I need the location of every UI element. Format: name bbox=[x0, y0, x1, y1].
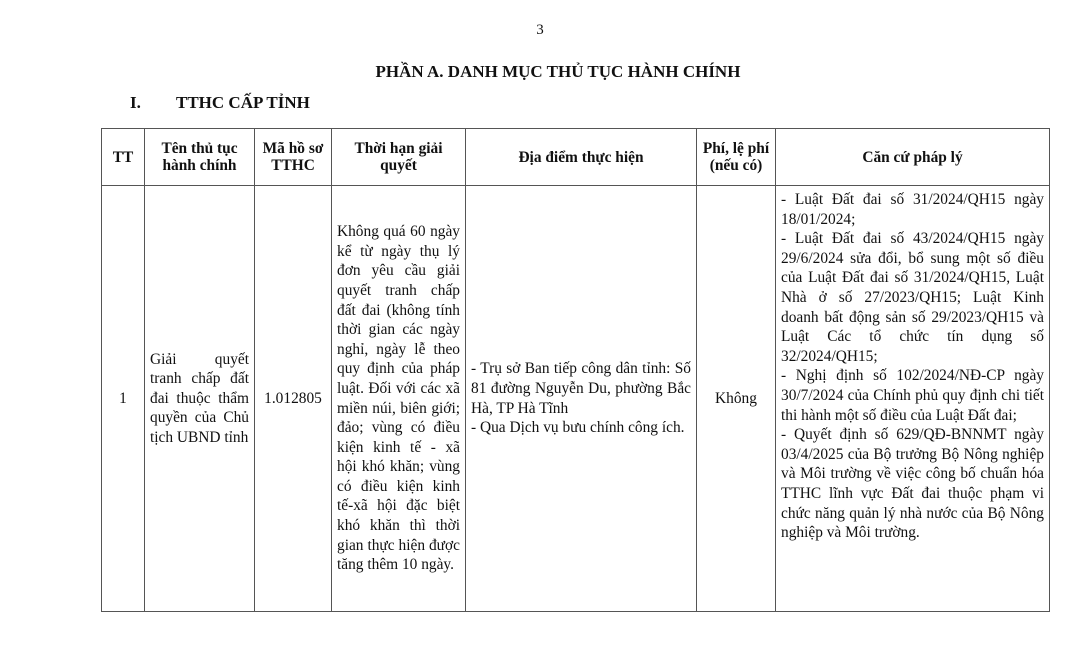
cell-procedure-code: 1.012805 bbox=[255, 186, 332, 612]
header-duration: Thời hạn giải quyết bbox=[332, 129, 466, 186]
cell-tt: 1 bbox=[102, 186, 145, 612]
header-tt: TT bbox=[102, 129, 145, 186]
header-procedure-code: Mã hồ sơ TTHC bbox=[255, 129, 332, 186]
location-line: - Qua Dịch vụ bưu chính công ích. bbox=[471, 419, 685, 437]
cell-duration: Không quá 60 ngày kể từ ngày thụ lý đơn yêu cầu giải quyết tranh chấp đất đai (không tính thời gian các ngày nghỉ, ngày lễ theo quy định của pháp luật. Đối với các xã miền núi, biên giới; đảo; vùng có điều kiện kinh tế - xã hội khó khăn; vùng có điều kiện kinh tế-xã hội đặc biệt khó khăn thì thời gian thực hiện được tăng thêm 10 ngày. bbox=[332, 186, 466, 612]
header-procedure-name: Tên thủ tục hành chính bbox=[145, 129, 255, 186]
cell-legal-basis bbox=[776, 186, 1050, 612]
legal-item: - Luật Đất đai số 43/2024/QH15 ngày 29/6/2024 sửa đổi, bổ sung một số điều của Luật Đất đai số 31/2024/QH15, Luật Nhà ở số 27/2023/QH15; Luật Kinh doanh bất động sản số 29/2023/QH15 và Luật Các tổ chức tín dụng số 32/2024/QH15; bbox=[781, 230, 1044, 365]
table-row bbox=[102, 186, 1050, 612]
section-number: I. bbox=[130, 93, 141, 112]
section-title: TTHC CẤP TỈNH bbox=[176, 93, 310, 112]
location-line: - Trụ sở Ban tiếp công dân tỉnh: Số 81 đường Nguyễn Du, phường Bắc Hà, TP Hà Tĩnh bbox=[471, 360, 691, 417]
table-header-row bbox=[102, 129, 1050, 186]
legal-item: - Nghị định số 102/2024/NĐ-CP ngày 30/7/2024 của Chính phủ quy định chi tiết thi hành một số điều của Luật Đất đai; bbox=[781, 367, 1044, 424]
cell-fee: Không bbox=[697, 186, 776, 612]
cell-procedure-name: Giải quyết tranh chấp đất đai thuộc thẩm quyền của Chủ tịch UBND tỉnh bbox=[145, 186, 255, 612]
header-fee: Phí, lệ phí (nếu có) bbox=[697, 129, 776, 186]
header-legal-basis: Căn cứ pháp lý bbox=[776, 129, 1050, 186]
header-location: Địa điểm thực hiện bbox=[466, 129, 697, 186]
part-title: PHẦN A. DANH MỤC THỦ TỤC HÀNH CHÍNH bbox=[375, 62, 741, 81]
procedure-table bbox=[101, 128, 1050, 612]
page-number: 3 bbox=[536, 22, 544, 38]
section-heading bbox=[130, 93, 310, 113]
legal-item: - Quyết định số 629/QĐ-BNNMT ngày 03/4/2025 của Bộ trưởng Bộ Nông nghiệp và Môi trường về việc công bố chuẩn hóa TTHC lĩnh vực Đất đai thuộc phạm vi chức năng quản lý nhà nước của Bộ Nông nghiệp và Môi trường. bbox=[781, 426, 1044, 542]
cell-location bbox=[466, 186, 697, 612]
legal-item: - Luật Đất đai số 31/2024/QH15 ngày 18/01/2024; bbox=[781, 191, 1044, 228]
